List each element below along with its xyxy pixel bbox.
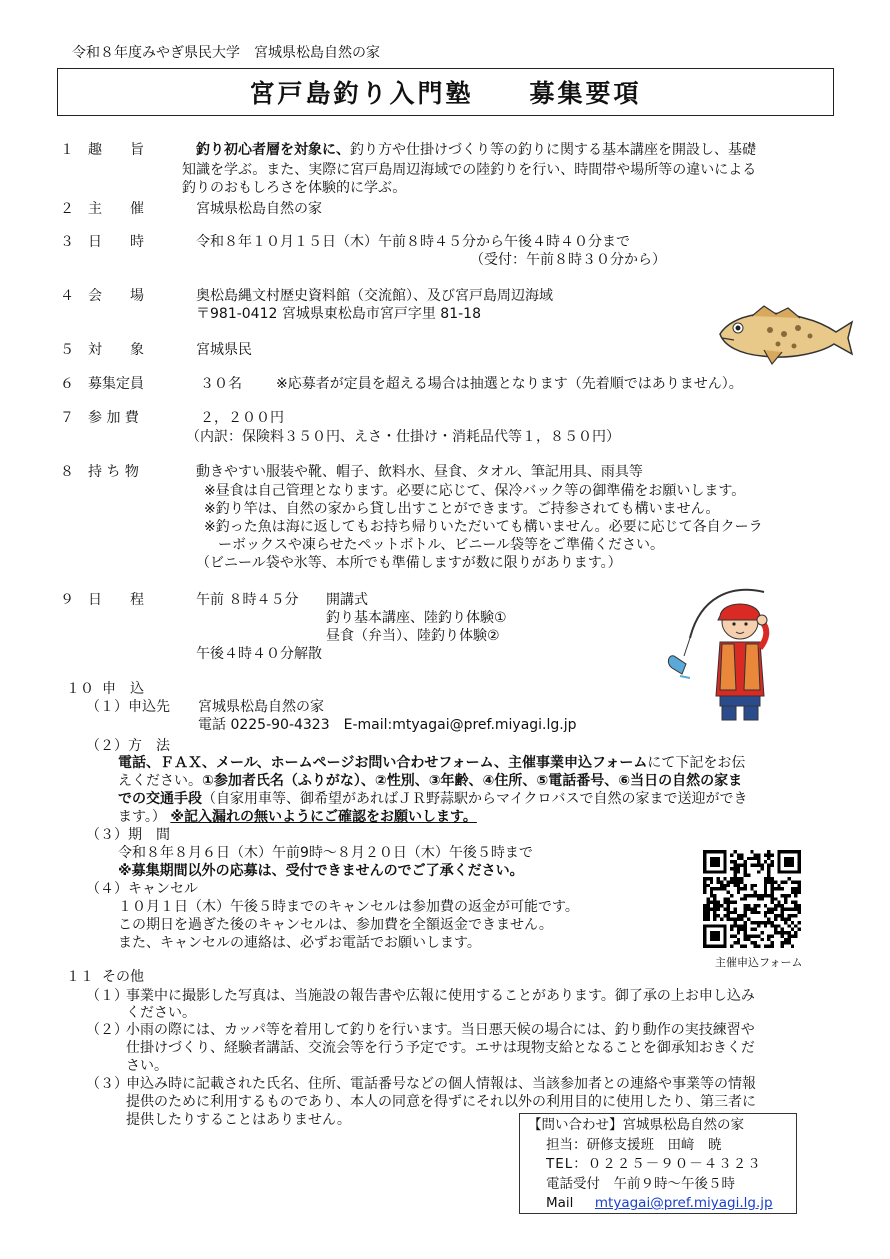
s10-p2-text: での交通手段 [118, 791, 202, 807]
s10-p2-text: ます。） [118, 809, 166, 825]
s8-note: ーボックスや凍らせたペットボトル、ビニール袋等をご準備ください。 [218, 537, 665, 553]
s5-label: 対 象 [88, 342, 144, 358]
s11-item-text: さい。 [126, 1058, 168, 1074]
s8-value: 動きやすい服装や靴、帽子、飲料水、昼食、タオル、筆記用具、雨具等 [196, 464, 643, 480]
s11-item-text: 申込み時に記載された氏名、住所、電話番号などの個人情報は、当該参加者との連絡や事業等の情報 [126, 1076, 756, 1092]
s10-p2-label: （２）方 法 [86, 738, 170, 754]
s2-label: 主 催 [88, 201, 144, 217]
s11-num: １１ [66, 969, 94, 985]
s10-p3-label: （３）期 間 [86, 827, 170, 843]
s1-label: 趣 旨 [88, 142, 144, 158]
s3-value: 令和８年１０月１５日（木）午前８時４５分から午後４時４０分まで [196, 234, 630, 250]
s11-item-text: 事業中に撮影した写真は、当施設の報告書や広報に使用することがあります。御了承の上お申し込み [126, 988, 755, 1004]
s10-p4-text: また、キャンセルの連絡は、必ずお電話でお願いします。 [118, 935, 481, 951]
s10-p3-value: 令和８年８月６日（木）午前9時～８月２０日（木）午後５時まで [118, 845, 533, 861]
s10-p4-text: この期日を過ぎた後のキャンセルは、参加費を全額返金できません。 [118, 917, 553, 933]
title-box [57, 68, 834, 116]
qr-caption: 主催申込フォーム [715, 956, 803, 969]
s10-label: 申 込 [102, 681, 144, 697]
s11-item-num: （３） [86, 1076, 128, 1092]
s10-p2-text: 電話、ＦＡＸ、メール、ホームページお問い合わせフォーム、主催事業申込フォーム [118, 755, 648, 771]
s2-num: ２ [60, 201, 74, 217]
s10-p2-warning: ※記入漏れの無いようにご確認をお願いします。 [170, 809, 477, 825]
contact-hours: 電話受付 午前９時～午後５時 [546, 1175, 735, 1192]
s7-label: 参 加 費 [88, 410, 139, 426]
contact-mail-label: Mail [546, 1195, 574, 1211]
s10-p1-value: 宮城県松島自然の家 [198, 699, 324, 715]
contact-box [519, 1113, 797, 1214]
s10-p2-text: にて下記をお伝 [647, 755, 746, 771]
s3-label: 日 時 [88, 234, 144, 250]
fisherman-illustration [660, 578, 780, 723]
s10-p1-label: （１）申込先 [86, 699, 170, 715]
s3-sub: （受付：午前８時３０分から） [470, 252, 666, 268]
page-title: 宮戸島釣り入門塾 募集要項 [249, 79, 642, 108]
s10-num: １０ [66, 681, 94, 697]
contact-mail-link[interactable]: mtyagai@pref.miyagi.lg.jp [594, 1195, 773, 1211]
contact-person: 担当：研修支援班 田﨑 暁 [546, 1136, 722, 1153]
s9-label: 日 程 [88, 592, 144, 608]
header-org: 令和８年度みやぎ県民大学 宮城県松島自然の家 [72, 45, 380, 61]
s6-value: ３０名 [200, 376, 242, 392]
s10-p2-text: （自家用車等、御希望があればＪＲ野蒜駅からマイクロバスで自然の家まで送迎ができ [202, 791, 748, 807]
s10-p4-label: （４）キャンセル [86, 881, 198, 897]
qr-code[interactable] [703, 850, 801, 948]
s8-note: ※釣った魚は海に返してもお持ち帰りいただいても構いません。必要に応じて各自クーラ [204, 519, 763, 535]
s1-line2: 知識を学ぶ。また、実際に宮戸島周辺海域での陸釣りを行い、時間帯や場所等の違いによる [182, 162, 757, 178]
s8-note: ※釣り竿は、自然の家から貸し出すことができます。ご持参されても構いません。 [204, 501, 720, 517]
s7-value: ２，２００円 [200, 410, 284, 426]
s10-p2-text: えください。 [118, 773, 202, 789]
s9-event1: 開講式 [326, 592, 368, 608]
s6-label: 募集定員 [88, 376, 144, 392]
s11-item-text: 提供のために利用するものであり、本人の同意を得ずにそれ以外の利用目的に使用したり、第三者に [126, 1094, 756, 1110]
s3-num: ３ [60, 234, 74, 250]
s6-note: ※応募者が定員を超える場合は抽選となります（先着順ではありません）。 [276, 376, 743, 392]
s8-label: 持 ち 物 [88, 464, 139, 480]
s11-item-text: 仕掛けづくり、経験者講話、交流会等を行う予定です。エサは現物支給となることを御承知おきくだ [126, 1040, 755, 1056]
s11-item-text: ください。 [126, 1005, 196, 1021]
s7-sub: （内訳：保険料３５０円、えさ・仕掛け・消耗品代等１，８５０円） [186, 429, 620, 445]
s11-label: その他 [102, 969, 144, 985]
s1-line3: 釣りのおもしろさを体験的に学ぶ。 [182, 180, 407, 196]
s1-num: １ [60, 142, 74, 158]
s5-num: ５ [60, 342, 74, 358]
s8-note: ※昼食は自己管理となります。必要に応じて、保冷バック等の御準備をお願いします。 [204, 483, 746, 499]
contact-title: 【問い合わせ】宮城県松島自然の家 [528, 1117, 744, 1133]
contact-tel: TEL：０２２５－９０－４３２３ [546, 1156, 762, 1172]
s11-item-num: （１） [86, 988, 128, 1004]
s5-value: 宮城県民 [196, 342, 252, 358]
s4-label: 会 場 [88, 288, 144, 304]
s9-event3: 昼食（弁当）、陸釣り体験② [326, 628, 500, 644]
s10-p3-note: ※募集期間以外の応募は、受付できませんのでご了承ください。 [118, 863, 524, 879]
fish-illustration [712, 300, 854, 370]
s4-value: 奥松島縄文村歴史資料館（交流館）、及び宮戸島周辺海域 [196, 288, 553, 304]
s4-num: ４ [60, 288, 74, 304]
s4-sub: 〒981-0412 宮城県東松島市宮戸字里 81-18 [196, 306, 481, 322]
s11-item-text: 提供したりすることはありません。 [126, 1112, 351, 1128]
s10-p2-text: ①参加者氏名（ふりがな）、②性別、③年齢、④住所、⑤電話番号、⑥当日の自然の家ま [202, 773, 743, 789]
s8-note: （ビニール袋や氷等、本所でも準備しますが数に限りがあります。） [196, 555, 622, 571]
s11-item-text: 小雨の際には、カッパ等を着用して釣りを行います。当日悪天候の場合には、釣り動作の実技練習や [126, 1022, 755, 1038]
s6-num: ６ [60, 376, 74, 392]
s11-item-num: （２） [86, 1022, 128, 1038]
s9-time2: 午後４時４０分解散 [196, 646, 322, 662]
s1-line1: 釣り方や仕掛けづくり等の釣りに関する基本講座を開設し、基礎 [350, 142, 756, 158]
s2-value: 宮城県松島自然の家 [196, 201, 322, 217]
s7-num: ７ [60, 410, 74, 426]
s9-time1: 午前 ８時４５分 [196, 592, 299, 608]
s9-event2: 釣り基本講座、陸釣り体験① [326, 610, 507, 626]
s1-lead: 釣り初心者層を対象に、 [196, 142, 350, 158]
s8-num: ８ [60, 464, 74, 480]
s9-num: ９ [60, 592, 74, 608]
s10-p1-contact: 電話 0225-90-4323 E-mail:mtyagai@pref.miyagi.lg.jp [198, 717, 577, 733]
s10-p4-text: １０月１日（木）午後５時までのキャンセルは参加費の返金が可能です。 [118, 899, 579, 915]
